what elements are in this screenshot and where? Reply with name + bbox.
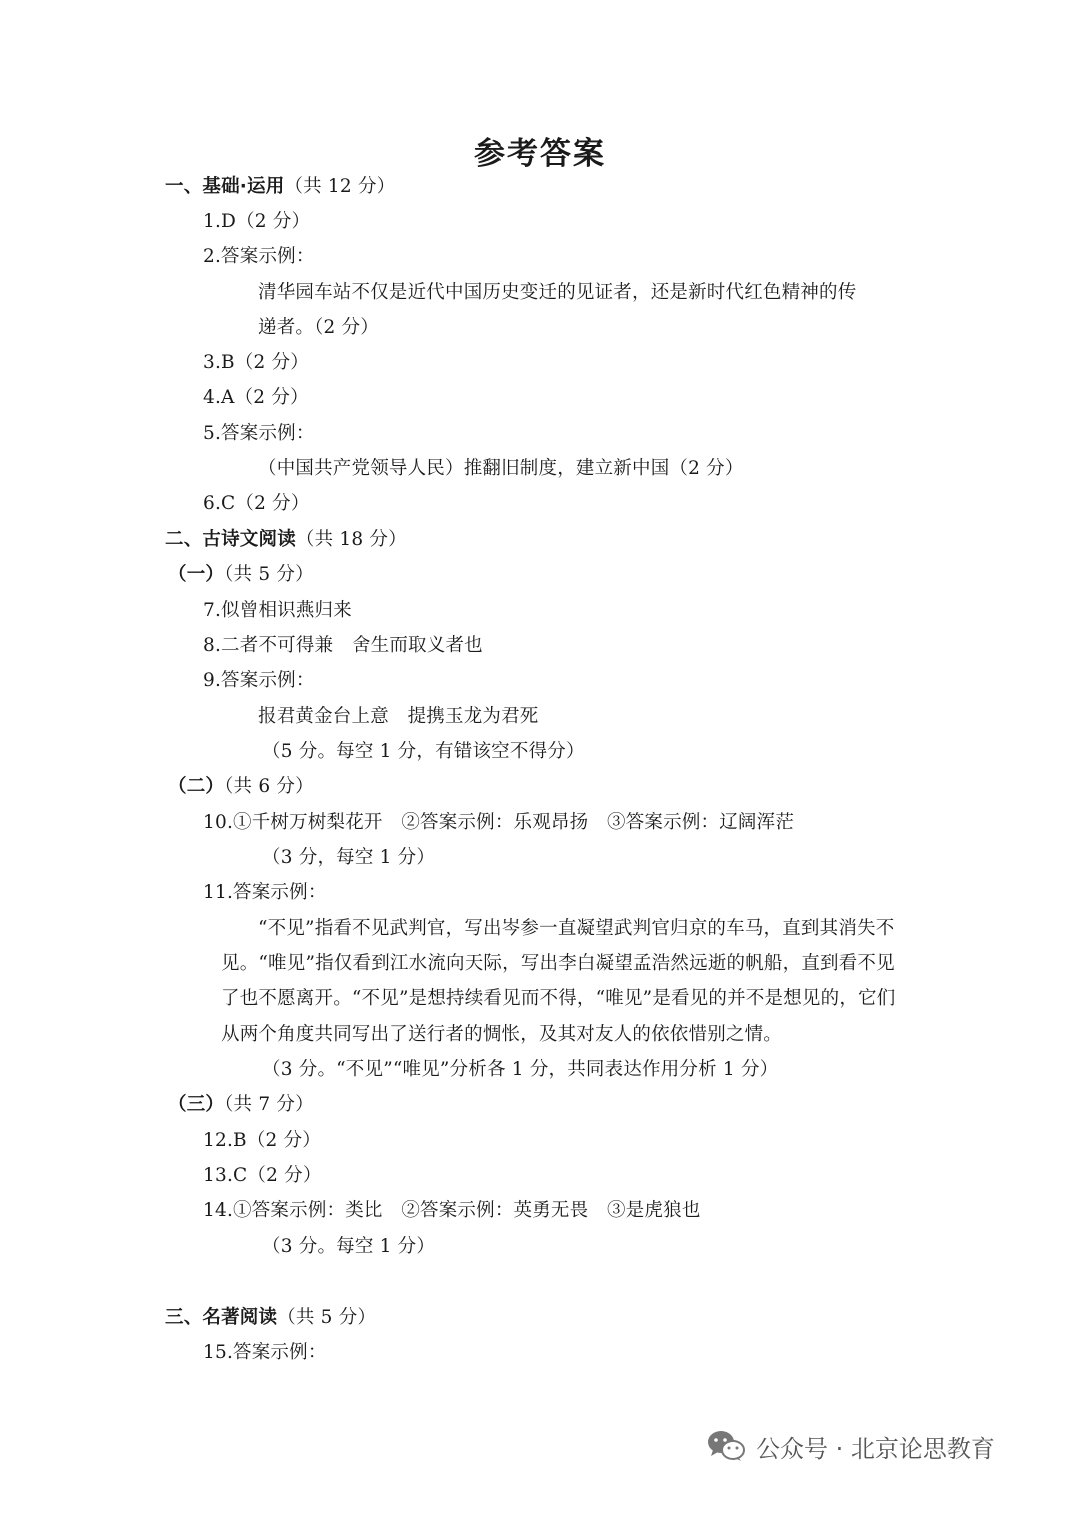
answer-item: 3.B（2 分） (203, 352, 309, 373)
wechat-icon (706, 1429, 746, 1463)
answer-item: 10.①千树万树梨花开 ②答案示例：乐观昂扬 ③答案示例：辽阔浑茫 (203, 812, 795, 833)
answer-item: 7.似曾相识燕归来 (203, 600, 352, 621)
answer-item: 5.答案示例： (203, 423, 315, 444)
answer-item: 4.A（2 分） (203, 387, 309, 408)
answer-text: （中国共产党领导人民）推翻旧制度，建立新中国（2 分） (258, 458, 744, 479)
subsection-heading-3: （三）（共 7 分） (168, 1094, 314, 1115)
answer-text: 清华园车站不仅是近代中国历史变迁的见证者，还是新时代红色精神的传 (258, 282, 857, 303)
answer-item: 6.C（2 分） (203, 493, 310, 514)
page-title: 参考答案 (474, 136, 606, 172)
answer-item: 15.答案示例： (203, 1342, 327, 1363)
answer-item: 14.①答案示例：类比 ②答案示例：英勇无畏 ③是虎狼也 (203, 1200, 701, 1221)
answer-text: 报君黄金台上意 提携玉龙为君死 (258, 706, 539, 727)
section-heading-1: 一、基础·运用（共 12 分） (165, 176, 396, 197)
answer-item: 12.B（2 分） (203, 1130, 321, 1151)
answer-paragraph-line: “不见”指看不见武判官，写出岑参一直凝望武判官归京的车马，直到其消失不 (258, 918, 895, 939)
subsection-heading-2: （二）（共 6 分） (168, 776, 314, 797)
answer-item: 2.答案示例： (203, 246, 315, 267)
section-heading-3: 三、名著阅读（共 5 分） (165, 1307, 377, 1328)
section-heading-2: 二、古诗文阅读（共 18 分） (165, 529, 407, 550)
answer-paragraph-line: 见。“唯见”指仅看到江水流向天际，写出李白凝望孟浩然远逝的帆船，直到看不见 (221, 953, 895, 974)
answer-item: 13.C（2 分） (203, 1165, 322, 1186)
answer-item: 1.D（2 分） (203, 211, 311, 232)
answer-paragraph-line: 从两个角度共同写出了送行者的惆怅，及其对友人的依依惜别之情。 (221, 1024, 783, 1045)
scoring-note: （5 分。每空 1 分，有错该空不得分） (262, 741, 585, 762)
answer-item: 8.二者不可得兼 舍生而取义者也 (203, 635, 483, 656)
subsection-heading-1: （一）（共 5 分） (168, 564, 314, 585)
scoring-note: （3 分。每空 1 分） (262, 1236, 436, 1257)
answer-item: 11.答案示例： (203, 882, 327, 903)
watermark (706, 1426, 995, 1466)
answer-text: 递者。（2 分） (258, 317, 380, 338)
scoring-note: （3 分，每空 1 分） (262, 847, 436, 868)
answer-item: 9.答案示例： (203, 670, 315, 691)
answer-paragraph-line: 了也不愿离开。“不见”是想持续看见而不得，“唯见”是看见的并不是想见的，它们 (221, 988, 896, 1009)
scoring-note: （3 分。“不见”“唯见”分析各 1 分，共同表达作用分析 1 分） (262, 1059, 779, 1080)
watermark-text: 公众号 · 北京论思教育 (756, 1434, 995, 1463)
